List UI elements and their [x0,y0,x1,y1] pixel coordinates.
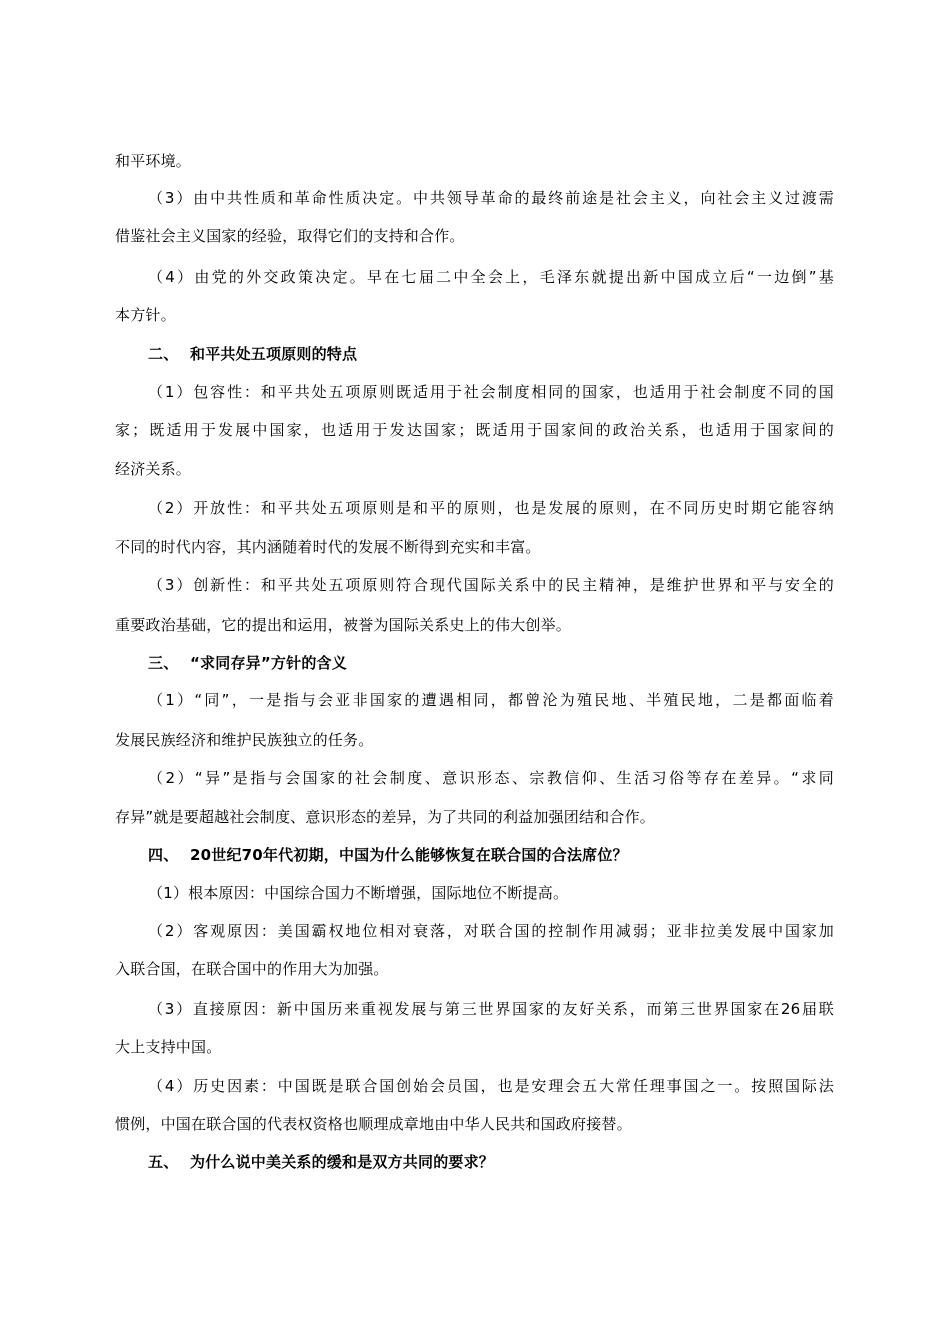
paragraph-line: 经济关系。 [115,460,192,478]
heading-number: 五、 [148,1153,179,1171]
heading-number: 三、 [148,654,179,672]
paragraph-line: （3）由中共性质和革命性质决定。中共领导革命的最终前途是社会主义，向社会主义过渡需 [148,189,834,207]
paragraph-line: （2）“异”是指与会国家的社会制度、意识形态、宗教信仰、生活习俗等存在差异。“求同 [148,769,834,787]
paragraph-line: （4）历史因素：中国既是联合国创始会员国，也是安理会五大常任理事国之一。按照国际法 [148,1077,834,1095]
paragraph-line: （1）根本原因：中国综合国力不断增强，国际地位不断提高。 [148,884,569,902]
paragraph-line: 大上支持中国。 [115,1038,222,1056]
heading-text: 为什么说中美关系的缓和是双方共同的要求？ [190,1153,495,1171]
heading-text: “求同存异”方针的含义 [190,654,347,672]
paragraph-line: 本方针。 [115,306,176,324]
paragraph-line: （3）创新性：和平共处五项原则符合现代国际关系中的民主精神，是维护世界和平与安全的 [148,576,834,594]
section-heading-3 [148,653,868,673]
paragraph-line: （1）“同”，一是指与会亚非国家的遭遇相同，都曾沦为殖民地、半殖民地，二是都面临着 [148,691,834,709]
paragraph-line: （4）由党的外交政策决定。早在七届二中全会上，毛泽东就提出新中国成立后“一边倒”基 [148,268,834,286]
heading-text: 20世纪70年代初期，中国为什么能够恢复在联合国的合法席位？ [190,846,628,864]
section-heading-4 [148,845,868,865]
paragraph-line: （2）开放性：和平共处五项原则是和平的原则，也是发展的原则，在不同历史时期它能容纳 [148,499,834,517]
paragraph-line: 惯例，中国在联合国的代表权资格也顺理成章地由中华人民共和国政府接替。 [115,1115,632,1133]
heading-text: 和平共处五项原则的特点 [190,345,358,363]
heading-number: 二、 [148,345,179,363]
paragraph-line: 不同的时代内容，其内涵随着时代的发展不断得到充实和丰富。 [115,538,541,556]
paragraph-line: （3）直接原因：新中国历来重视发展与第三世界国家的友好关系，而第三世界国家在26届联 [148,1000,834,1018]
paragraph-line: 入联合国，在联合国中的作用大为加强。 [115,960,389,978]
paragraph-line: （2）客观原因：美国霸权地位相对衰落，对联合国的控制作用减弱；亚非拉美发展中国家加 [148,922,834,940]
paragraph-line: 家；既适用于发展中国家，也适用于发达国家；既适用于国家间的政治关系，也适用于国家间的 [115,421,834,439]
heading-number: 四、 [148,846,179,864]
paragraph-line: 和平环境。 [115,152,192,170]
section-heading-5 [148,1152,868,1172]
paragraph-line: 借鉴社会主义国家的经验，取得它们的支持和合作。 [115,227,465,245]
paragraph-line: 存异”就是要超越社会制度、意识形态的差异，为了共同的利益加强团结和合作。 [115,808,655,826]
paragraph-line: （1）包容性：和平共处五项原则既适用于社会制度相同的国家，也适用于社会制度不同的国 [148,383,834,401]
paragraph-line: 发展民族经济和维护民族独立的任务。 [115,731,374,749]
paragraph-line: 重要政治基础，它的提出和运用，被誉为国际关系史上的伟大创举。 [115,616,572,634]
section-heading-2 [148,344,868,364]
